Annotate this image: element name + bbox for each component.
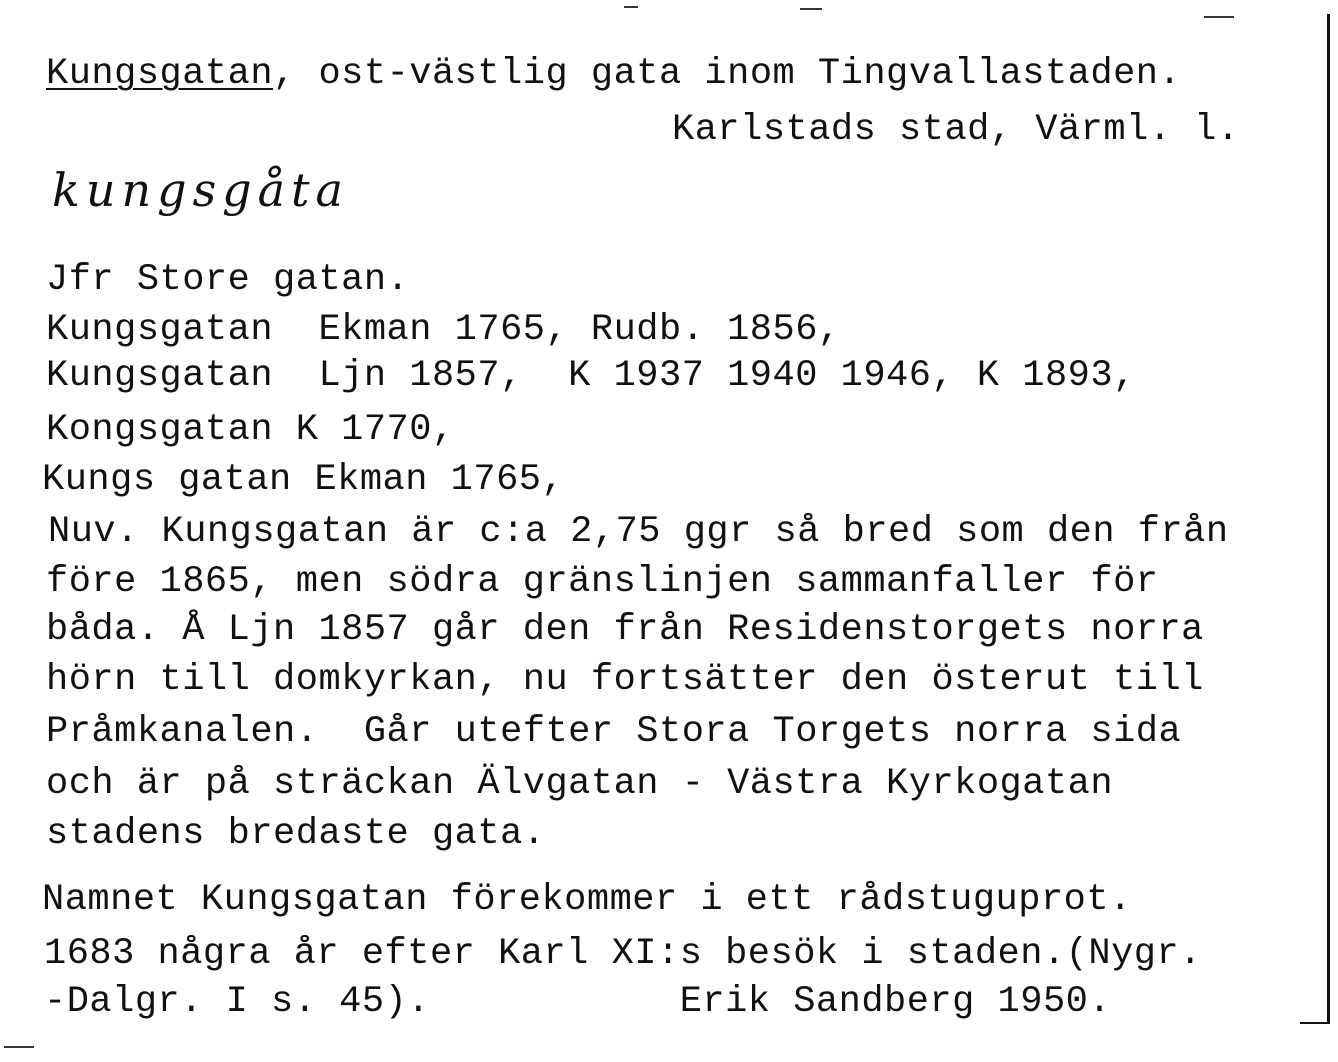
text-line-body-6: och är på sträckan Älvgatan - Västra Kyrkogatan <box>46 763 1114 805</box>
scan-speck <box>800 8 822 10</box>
text-line-form-1: Kungsgatan Ekman 1765, Rudb. 1856, <box>46 309 841 351</box>
location-line: Karlstads stad, Värml. l. <box>672 109 1240 151</box>
text-line-note-1: Namnet Kungsgatan förekommer i ett rådstuguprot. <box>42 879 1132 921</box>
text-line-body-5: Pråmkanalen. Går utefter Stora Torgets norra sida <box>46 711 1182 753</box>
text-line-body-7: stadens bredaste gata. <box>46 813 546 855</box>
text-line-signature: -Dalgr. I s. 45). Erik Sandberg 1950. <box>44 981 1112 1023</box>
heading-description: , ost-västlig gata inom Tingvallastaden. <box>273 53 1182 95</box>
card-right-edge <box>1327 14 1330 1024</box>
text-line-body-3: båda. Å Ljn 1857 går den från Residenstorgets norra <box>46 609 1204 651</box>
handwritten-annotation: kungsgåta <box>52 163 349 217</box>
card-bottom-edge-mark <box>1300 1022 1330 1024</box>
headword: Kungsgatan <box>46 53 274 95</box>
text-line-body-2: före 1865, men södra gränslinjen sammanfaller för <box>46 561 1159 603</box>
text-line-form-4: Kungs gatan Ekman 1765, <box>42 459 565 501</box>
text-line-form-3: Kongsgatan K 1770, <box>46 409 455 451</box>
text-line-cross-reference: Jfr Store gatan. <box>46 259 410 301</box>
scan-speck <box>1204 16 1234 18</box>
scan-speck <box>4 1046 34 1048</box>
scan-speck <box>624 6 638 8</box>
text-line-form-2: Kungsgatan Ljn 1857, K 1937 1940 1946, K 1893, <box>46 355 1136 397</box>
text-line-body-4: hörn till domkyrkan, nu fortsätter den österut till <box>46 659 1204 701</box>
text-line-note-2: 1683 några år efter Karl XI:s besök i staden.(Nygr. <box>44 933 1202 975</box>
text-line-body-1: Nuv. Kungsgatan är c:a 2,75 ggr så bred som den från <box>48 511 1229 553</box>
card-heading <box>46 52 1181 96</box>
